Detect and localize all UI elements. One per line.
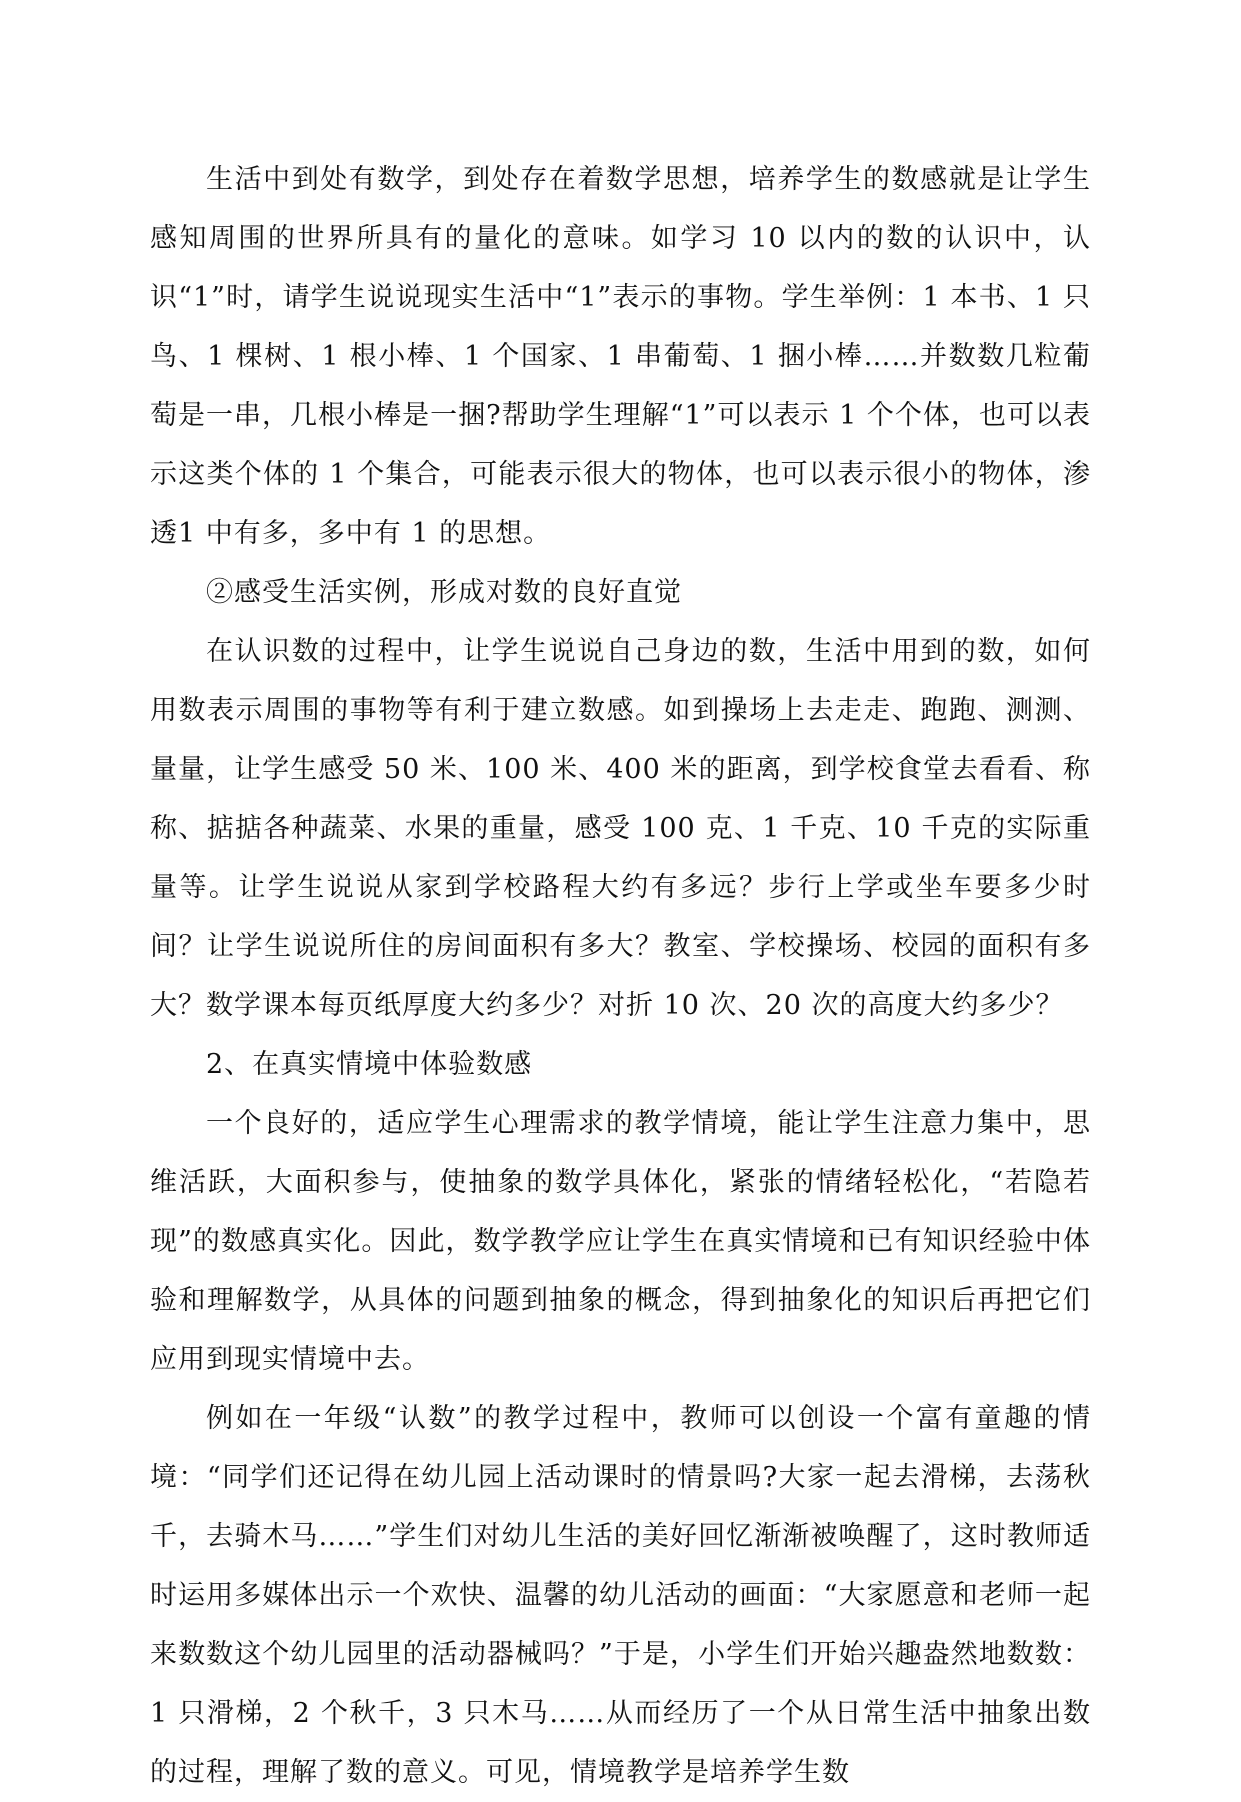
paragraph-life-examples: 在认识数的过程中，让学生说说自己身边的数，生活中用到的数，如何用数表示周围的事物等有利于建立数感。如到操场上去走走、跑跑、测测、量量，让学生感受 50 米、100 米、400 米的距离，到学校食堂去看看、称称、掂掂各种蔬菜、水果的重量，感受 100 克、1 千克、10 千克的实际重量等。让学生说说从家到学校路程大约有多远？步行上学或坐车要多少时间？让学生说说所住的房间面积有多大？教室、学校操场、校园的面积有多大？数学课本每页纸厚度大约多少？对折 10 次、20 次的高度大约多少？ — [150, 636, 1091, 1021]
paragraph-subheading-life-examples: ②感受生活实例，形成对数的良好直觉 — [206, 577, 682, 608]
paragraph-section-heading-real-situations: 2、在真实情境中体验数感 — [206, 1049, 533, 1080]
paragraph-grade-one-example: 例如在一年级“认数”的教学过程中，教师可以创设一个富有童趣的情境：“同学们还记得在幼儿园上活动课时的情景吗?大家一起去滑梯，去荡秋千，去骑木马……”学生们对幼儿生活的美好回忆渐渐被唤醒了，这时教师适时运用多媒体出示一个欢快、温馨的幼儿活动的画面：“大家愿意和老师一起来数数这个幼儿园里的活动器械吗？”于是，小学生们开始兴趣盎然地数数：1 只滑梯，2 个秋千，3 只木马……从而经历了一个从日常生活中抽象出数的过程，理解了数的意义。可见，情境教学是培养学生数 — [150, 1403, 1091, 1788]
paragraph-number-sense-intro: 生活中到处有数学，到处存在着数学思想，培养学生的数感就是让学生感知周围的世界所具有的量化的意味。如学习 10 以内的数的认识中，认识“1”时，请学生说说现实生活中“1”表示的事物。学生举例：1 本书、1 只鸟、1 棵树、1 根小棒、1 个国家、1 串葡萄、1 捆小棒……并数数几粒葡萄是一串，几根小棒是一捆?帮助学生理解“1”可以表示 1 个个体，也可以表示这类个体的 1 个集合，可能表示很大的物体，也可以表示很小的物体，渗透1 中有多，多中有 1 的思想。 — [150, 164, 1091, 549]
paragraph-teaching-situation: 一个良好的，适应学生心理需求的教学情境，能让学生注意力集中，思维活跃，大面积参与，使抽象的数学具体化，紧张的情绪轻松化，“若隐若现”的数感真实化。因此，数学教学应让学生在真实情境和已有知识经验中体验和理解数学，从具体的问题到抽象的概念，得到抽象化的知识后再把它们应用到现实情境中去。 — [150, 1108, 1091, 1375]
document-page — [150, 150, 1091, 1802]
